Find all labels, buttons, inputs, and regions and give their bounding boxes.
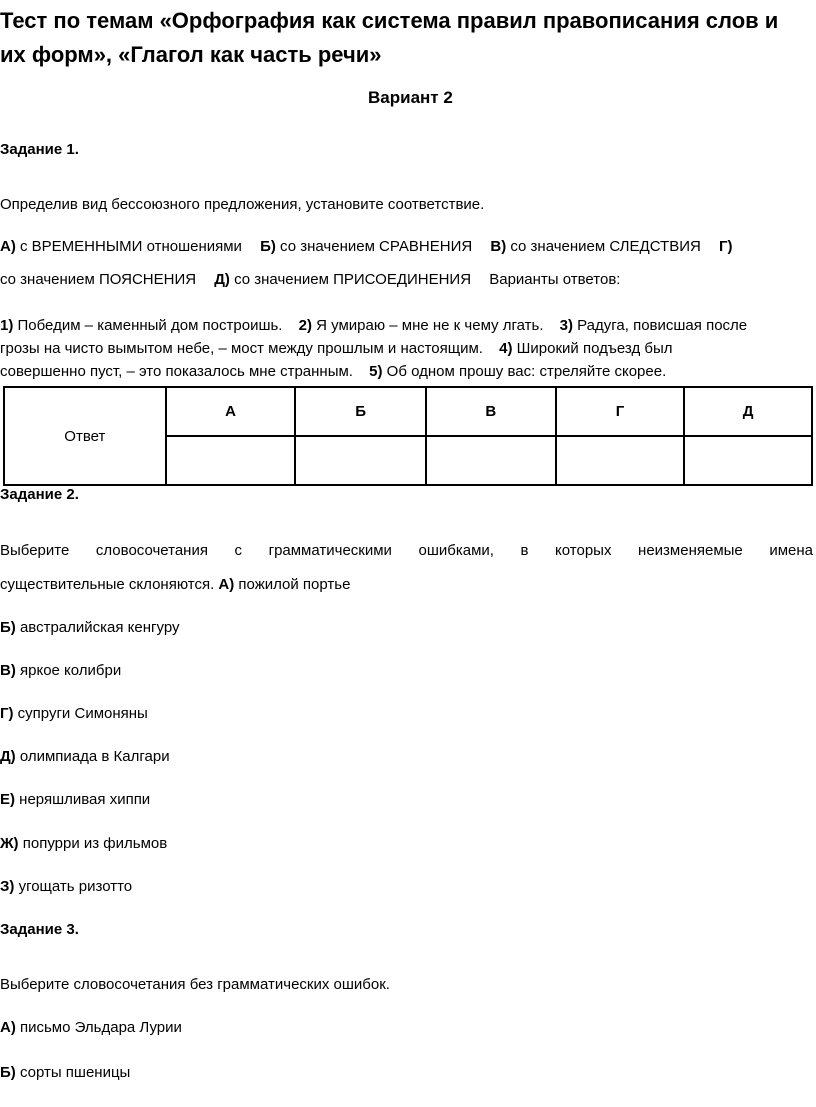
- task2-option: [0, 878, 132, 895]
- option-text-v: со значением СЛЕДСТВИЯ: [506, 238, 701, 255]
- table-header-g: Г: [556, 387, 685, 436]
- sentence-3: Радуга, повисшая после: [573, 317, 748, 334]
- answer-cell-d[interactable]: [684, 436, 812, 485]
- option-letter: Г): [0, 705, 14, 722]
- task2-option: [0, 791, 150, 808]
- sentence-2: Я умираю – мне не к чему лгать.: [311, 317, 544, 334]
- option-text-b: со значением СРАВНЕНИЯ: [275, 238, 473, 255]
- option-letter: Е): [0, 791, 15, 808]
- task2-heading: Задание 2.: [0, 486, 79, 503]
- option-letter: А): [0, 1019, 16, 1036]
- instruction-word: ошибками,: [418, 542, 494, 559]
- table-header-a: А: [166, 387, 296, 436]
- option-text: сорты пшеницы: [15, 1064, 131, 1081]
- sentence-3-continued: грозы на чисто вымытом небе, – мост между прошлым и настоящим.: [0, 340, 483, 357]
- option-letter: Д): [0, 748, 16, 765]
- document-title-line-2: их форм», «Глагол как часть речи»: [0, 42, 382, 67]
- option-letter: Ж): [0, 835, 19, 852]
- task1-options-line-2: [0, 271, 620, 288]
- instruction-word: которых: [555, 542, 612, 559]
- sentence-number-4: 4): [499, 340, 513, 357]
- task1-sentences-line-1: [0, 314, 747, 337]
- option-letter: Б): [0, 619, 16, 636]
- task3-option: [0, 1064, 130, 1081]
- instruction-word: имена: [769, 542, 813, 559]
- task1-heading: Задание 1.: [0, 141, 79, 158]
- task2-option: [0, 662, 121, 679]
- instruction-text: существительные склоняются.: [0, 576, 215, 593]
- option-text: письмо Эльдара Лурии: [15, 1019, 182, 1036]
- task2-option: [0, 705, 148, 722]
- task1-sentences-line-2: [0, 337, 673, 360]
- sentence-number-3: 3): [559, 317, 573, 334]
- option-letter-d: Д): [214, 271, 230, 288]
- option-letter-b: Б): [260, 238, 276, 255]
- task1-options-line-1: [0, 238, 732, 255]
- instruction-word: грамматическими: [268, 542, 392, 559]
- option-text: яркое колибри: [15, 662, 122, 679]
- option-letter-g: Г): [718, 238, 733, 255]
- option-letter: З): [0, 878, 15, 895]
- task3-instruction: Выберите словосочетания без грамматических ошибок.: [0, 976, 390, 993]
- sentence-4: Широкий подъезд был: [512, 340, 673, 357]
- option-text: неряшливая хиппи: [15, 791, 151, 808]
- task3-option: [0, 1019, 182, 1036]
- option-letter-a: А): [0, 238, 16, 255]
- instruction-word: с: [234, 542, 243, 559]
- task2-instruction-line-1: [0, 542, 813, 559]
- answer-cell-v[interactable]: [426, 436, 556, 485]
- table-header-d: Д: [684, 387, 812, 436]
- option-text-a: с ВРЕМЕННЫМИ отношениями: [15, 238, 242, 255]
- task3-heading: Задание 3.: [0, 921, 79, 938]
- task2-instruction-line-2: [0, 576, 350, 593]
- task2-option-text-a: пожилой портье: [234, 576, 351, 593]
- answer-cell-g[interactable]: [556, 436, 685, 485]
- answer-cell-b[interactable]: [295, 436, 426, 485]
- task2-option: [0, 619, 180, 636]
- option-text: угощать ризотто: [14, 878, 133, 895]
- option-letter: Б): [0, 1064, 16, 1081]
- option-letter-v: В): [490, 238, 507, 255]
- instruction-word: неизменяемые: [638, 542, 743, 559]
- task1-instruction: Определив вид бессоюзного предложения, установите соответствие.: [0, 196, 485, 213]
- option-text: австралийская кенгуру: [15, 619, 180, 636]
- table-header-v: В: [426, 387, 556, 436]
- option-text-d: со значением ПРИСОЕДИНЕНИЯ: [229, 271, 472, 288]
- sentence-1: Победим – каменный дом построишь.: [13, 317, 283, 334]
- task2-option: [0, 835, 167, 852]
- task2-option: [0, 748, 170, 765]
- sentence-number-5: 5): [369, 363, 383, 380]
- answer-cell-a[interactable]: [166, 436, 296, 485]
- instruction-word: словосочетания: [95, 542, 208, 559]
- option-text: супруги Симоняны: [13, 705, 148, 722]
- task1-sentences-line-3: [0, 360, 666, 383]
- variant-label: Вариант 2: [368, 88, 453, 107]
- option-text-g: со значением ПОЯСНЕНИЯ: [0, 271, 197, 288]
- sentence-number-2: 2): [298, 317, 312, 334]
- option-text: попурри из фильмов: [18, 835, 168, 852]
- answers-label: Варианты ответов:: [489, 271, 621, 288]
- document-title-line-1: Тест по темам «Орфография как система правил правописания слов и: [0, 8, 779, 33]
- instruction-word: Выберите: [0, 542, 70, 559]
- option-text: олимпиада в Калгари: [15, 748, 170, 765]
- table-header-b: Б: [295, 387, 426, 436]
- option-letter: В): [0, 662, 16, 679]
- answer-row-label: Ответ: [4, 387, 166, 485]
- sentence-5: Об одном прошу вас: стреляйте скорее.: [382, 363, 667, 380]
- task2-option-letter-a: А): [218, 576, 235, 593]
- sentence-number-1: 1): [0, 317, 14, 334]
- answer-table: [3, 386, 813, 486]
- sentence-4-continued: совершенно пуст, – это показалось мне странным.: [0, 363, 353, 380]
- instruction-word: в: [520, 542, 529, 559]
